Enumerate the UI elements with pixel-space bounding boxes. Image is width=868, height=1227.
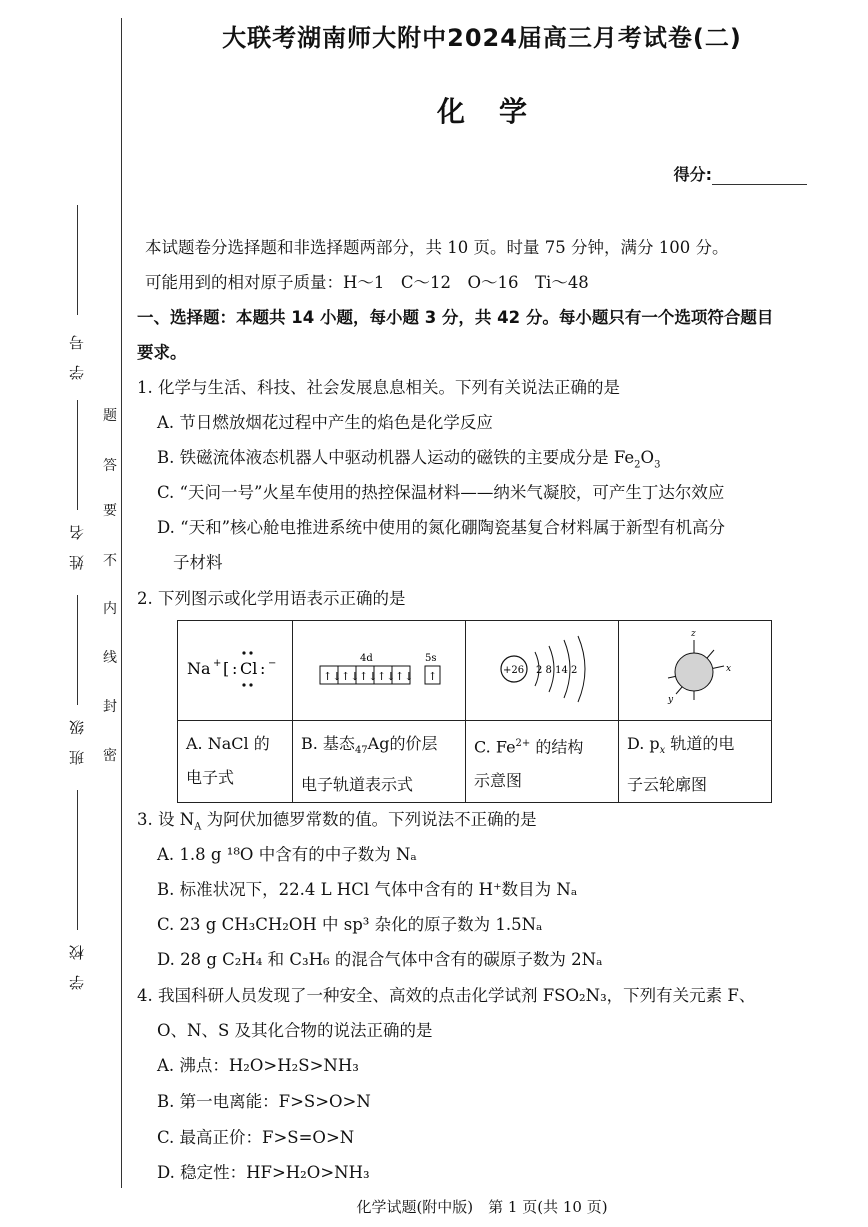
option-b-text: B. 铁磁流体液态机器人中驱动机器人运动的磁铁的主要成分是 Fe (157, 448, 635, 467)
seal-char: 线 (103, 650, 117, 666)
question-stem: 4. 我国科研人员发现了一种安全、高效的点击化学试剂 FSO₂N₃，下列有关元素 F、 (137, 986, 756, 1005)
subscript: 2 (634, 459, 641, 471)
seal-char: 密 (103, 748, 117, 764)
option-d-cont: 子材料 (173, 553, 223, 572)
fig-c-nucleus: +26 (503, 665, 525, 676)
option-c: C. “天问一号”火星车使用的热控保温材料——纳米气凝胶，可产生丁达尔效应 (157, 483, 725, 502)
name-label: 姓 名 (68, 525, 86, 570)
fig-b-cell (293, 621, 466, 721)
caption-text: 的结构 (530, 737, 584, 757)
caption-text: D. p (627, 734, 660, 753)
name-blank (77, 400, 78, 510)
caption-text: Ag的价层 (367, 734, 438, 753)
electron-dot (242, 683, 245, 686)
caption-text: 子云轮廓图 (627, 775, 708, 795)
option-b: B. 第一电离能：F>S>O>N (157, 1092, 371, 1111)
electron-pair-arrows: ↑↓ (377, 670, 396, 683)
seal-char: 要 (103, 503, 117, 519)
subscript: x (659, 745, 666, 757)
fig-b-4d: 4d (360, 653, 373, 664)
caption-c (466, 721, 619, 803)
svg-text::: : (260, 659, 266, 678)
option-d: D. “天和”核心舱电推进系统中使用的氮化硼陶瓷基复合材料属于新型有机高分 (157, 518, 726, 537)
q2-figure-table (177, 620, 772, 803)
option-b (157, 444, 660, 470)
svg-text:[: [ (223, 659, 230, 678)
electron-pair-arrows: ↑↓ (359, 670, 378, 683)
student-id-label: 学 号 (68, 335, 86, 380)
electron-dot (242, 651, 245, 654)
seal-char: 不 (103, 553, 117, 569)
instructions-line: 可能用到的相对原子质量：H～1 C～12 O～16 Ti～48 (145, 273, 589, 292)
score-blank[interactable] (712, 166, 807, 185)
fig-d-y: y (668, 695, 674, 705)
subscript: 3 (654, 459, 661, 471)
superscript: 2+ (515, 738, 531, 749)
electron-up-arrow: ↑ (428, 670, 438, 683)
option-a: A. 1.8 g ¹⁸O 中含有的中子数为 Nₐ (157, 845, 417, 864)
fig-c-shells: 2 8 14 2 (536, 665, 578, 676)
question-stem: 1. 化学与生活、科技、社会发展息息相关。下列有关说法正确的是 (137, 378, 620, 397)
caption-a (178, 721, 293, 803)
svg-text::: : (232, 659, 238, 678)
fig-d-x: x (726, 664, 732, 674)
caption-text: C. Fe (474, 737, 516, 757)
seal-char: 内 (103, 601, 117, 617)
fig-d-z: z (691, 629, 696, 639)
subject-title: 化学 (436, 95, 561, 128)
seal-char: 题 (103, 408, 117, 424)
class-blank (77, 595, 78, 705)
subscript: A (194, 821, 202, 833)
class-label: 班 级 (68, 720, 86, 765)
caption-b (293, 721, 466, 803)
score-field (674, 162, 807, 185)
orbital-sphere (675, 653, 713, 691)
ag-orbital-diagram-figure (294, 622, 464, 715)
fe-ion-structure-figure (467, 622, 617, 715)
seal-char: 答 (103, 458, 117, 474)
stem-text: 3. 设 N (137, 810, 195, 829)
option-d: D. 28 g C₂H₄ 和 C₃H₆ 的混合气体中含有的碳原子数为 2Nₐ (157, 950, 603, 969)
electron-dot (249, 683, 252, 686)
electron-pair-arrows: ↑↓ (341, 670, 360, 683)
school-blank (77, 790, 78, 930)
fig-d-cell (619, 621, 772, 721)
stem-text: 为阿伏加德罗常数的值。下列说法不正确的是 (201, 810, 537, 829)
electron-shell-arc (578, 636, 585, 702)
section-heading: 一、选择题：本题共 14 小题，每小题 3 分，共 42 分。每小题只有一个选项符合题目 (137, 308, 774, 327)
fig-a-cl: Cl (240, 659, 258, 678)
option-b: B. 标准状况下，22.4 L HCl 气体中含有的 H⁺数目为 Nₐ (157, 880, 578, 899)
option-a: A. 节日燃放烟花过程中产生的焰色是化学反应 (157, 413, 493, 432)
option-a: A. 沸点：H₂O>H₂S>NH₃ (157, 1056, 359, 1075)
caption-text: 轨道的电 (665, 734, 735, 753)
question-stem: 2. 下列图示或化学用语表示正确的是 (137, 589, 406, 608)
caption-text: A. NaCl 的 (186, 734, 270, 753)
page-footer: 化学试题(附中版) 第 1 页(共 10 页) (356, 1198, 608, 1216)
electron-dot (249, 651, 252, 654)
option-d: D. 稳定性：HF>H₂O>NH₃ (157, 1163, 370, 1182)
fig-a-minus: − (268, 658, 277, 669)
question-stem (137, 806, 537, 832)
option-b-text: O (640, 448, 655, 467)
caption-text: 示意图 (474, 771, 523, 791)
section-heading: 要求。 (137, 343, 187, 362)
caption-text: 电子式 (186, 768, 235, 787)
fig-c-cell (466, 621, 619, 721)
option-c: C. 23 g CH₃CH₂OH 中 sp³ 杂化的原子数为 1.5Nₐ (157, 915, 543, 934)
exam-title: 大联考湖南师大附中2024届高三月考试卷(二) (222, 24, 742, 52)
caption-d (619, 721, 772, 803)
fig-a-na: Na (187, 659, 211, 678)
fig-a-cell (178, 621, 293, 721)
electron-pair-arrows: ↑↓ (395, 670, 414, 683)
binding-margin (0, 0, 135, 1227)
caption-text: 电子轨道表示式 (301, 775, 414, 795)
option-c: C. 最高正价：F>S=O>N (157, 1128, 355, 1147)
fig-a-plus: + (213, 658, 222, 669)
score-label: 得分: (673, 165, 712, 184)
instructions-line: 本试题卷分选择题和非选择题两部分，共 10 页。时量 75 分钟，满分 100 分。 (145, 238, 729, 257)
caption-text: B. 基态 (301, 734, 355, 753)
nacl-electron-formula-figure (179, 622, 291, 715)
electron-pair-arrows: ↑↓ (323, 670, 342, 683)
subscript: 47 (354, 745, 368, 757)
seal-char: 封 (103, 699, 117, 715)
student-id-blank (77, 205, 78, 315)
question-stem-cont: O、N、S 及其化合物的说法正确的是 (157, 1021, 433, 1040)
binding-line (121, 18, 122, 1188)
px-orbital-figure (620, 622, 770, 715)
fig-b-5s: 5s (425, 653, 437, 664)
school-label: 学 校 (68, 945, 86, 990)
